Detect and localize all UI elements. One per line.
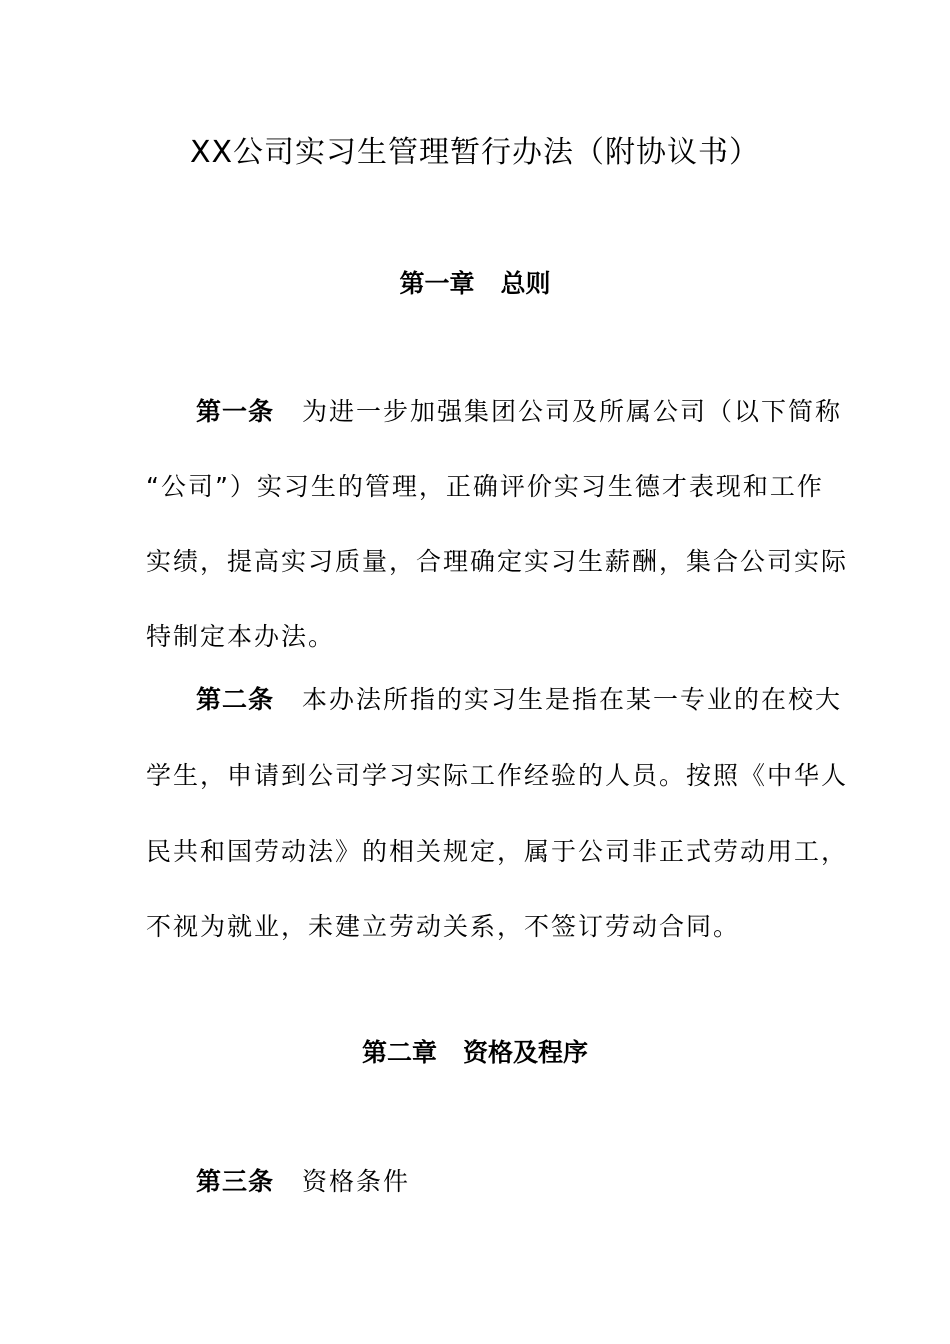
article-text-line: 民共和国劳动法》的相关规定，属于公司非正式劳动用工， [146, 837, 849, 866]
chapter-heading [0, 267, 950, 301]
article-label: 第二条 [196, 685, 275, 714]
article-text-line: “公司”）实习生的管理，正确评价实习生德才表现和工作 [146, 472, 824, 501]
article-text-line: 不视为就业，未建立劳动关系，不签订劳动合同。 [146, 912, 741, 941]
article-first-line [196, 395, 842, 429]
chapter-title: 资格及程序 [463, 1038, 589, 1067]
article-text-line: 特制定本办法。 [146, 622, 336, 651]
article-text-line: 本办法所指的实习生是指在某一专业的在校大 [302, 685, 843, 714]
document-title: XX公司实习生管理暂行办法（附协议书） [189, 135, 761, 170]
article-text-line: 学生，申请到公司学习实际工作经验的人员。按照《中华人 [146, 761, 849, 790]
article-text-line: 实绩，提高实习质量，合理确定实习生薪酬，集合公司实际 [146, 547, 849, 576]
chapter-title: 总则 [500, 269, 551, 298]
article-label: 第一条 [196, 397, 275, 426]
article-first-line [196, 1165, 410, 1199]
chapter-label: 第一章 [399, 269, 475, 298]
chapter-label: 第二章 [361, 1038, 437, 1067]
article-text-line: 资格条件 [302, 1167, 411, 1196]
chapter-heading [0, 1036, 950, 1070]
article-text-line: 为进一步加强集团公司及所属公司（以下简称 [302, 397, 843, 426]
article-label: 第三条 [196, 1167, 275, 1196]
article-first-line [196, 683, 842, 717]
